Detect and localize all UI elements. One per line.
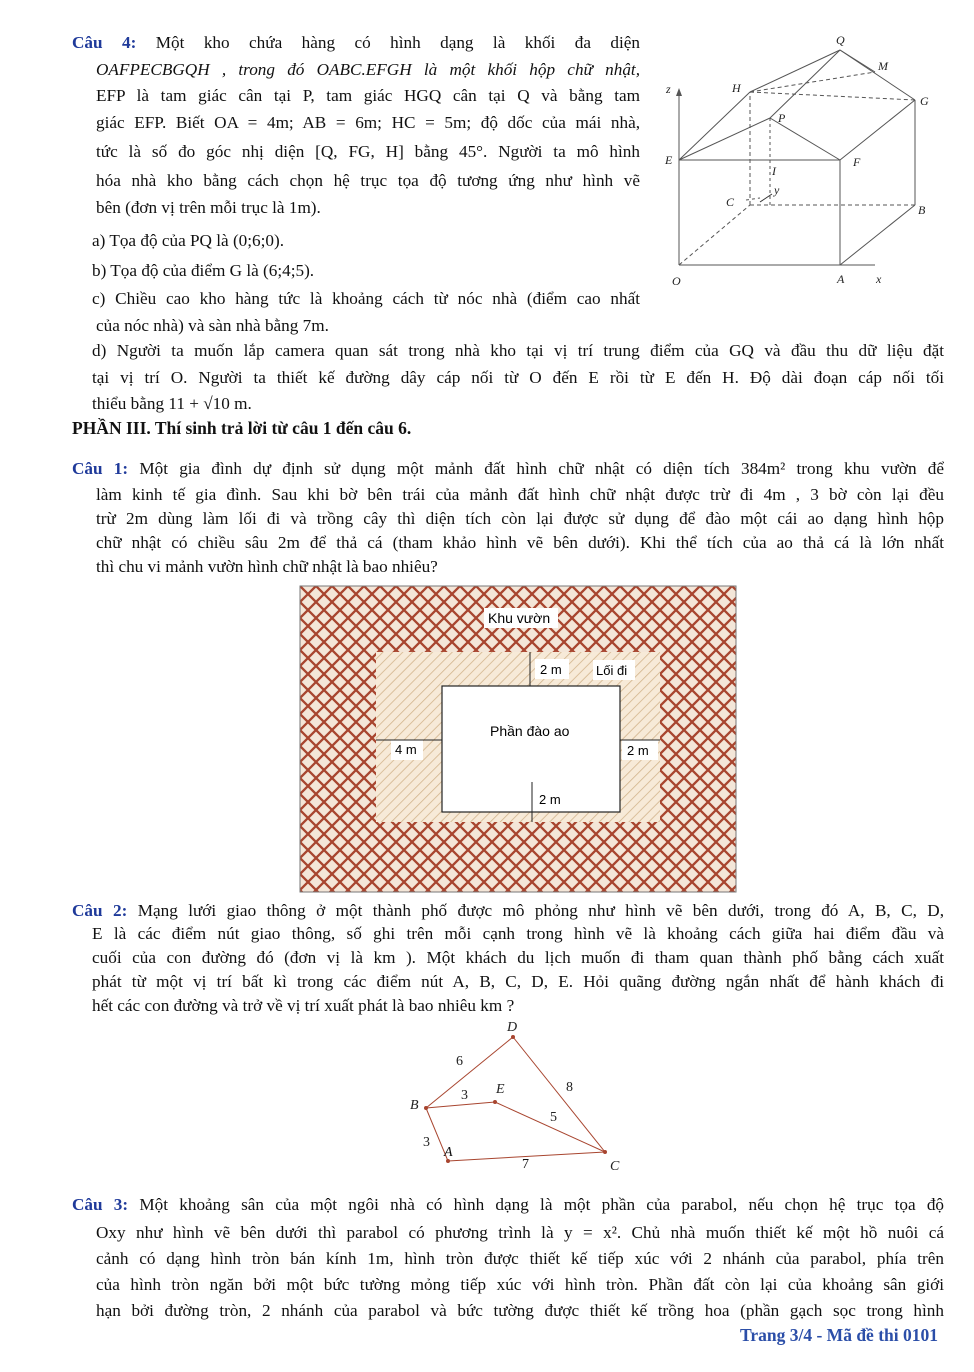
q4-option-d-2: tại vị trí O. Người ta thiết kế đường dây cáp nối từ O đến E rồi từ E đến H. Độ dài đoạn cáp nối tối — [92, 367, 944, 387]
edge-label-BA: 3 — [423, 1135, 430, 1150]
label-B: B — [918, 203, 926, 217]
label-y: y — [774, 183, 780, 197]
q2-line-2: E là các điểm nút giao thông, số ghi trên mỗi cạnh trong hình vẽ là khoảng cách giữa hai điểm đầu và — [92, 924, 944, 943]
q4-options — [92, 226, 652, 339]
q4-line-6: hóa nhà kho bằng cách chọn hệ trục tọa độ tương ứng như hình vẽ — [96, 171, 640, 190]
edge-HG — [750, 92, 915, 100]
edge-PQ — [770, 50, 840, 118]
q4-block — [72, 30, 640, 57]
label-C: C — [726, 195, 735, 209]
edge-label-AC-text: 7 — [522, 1157, 529, 1172]
q2-label: Câu 2: — [72, 901, 128, 920]
edge-D-C — [513, 1037, 605, 1152]
q1-line-4: chữ nhật có chiều sâu 2m để thả cá (tham khảo hình vẽ bên dưới). Khi thể tích của ao thả cá là lớn nhất — [96, 532, 944, 552]
label-Q: Q — [836, 33, 845, 47]
left-width-label: 4 m — [395, 742, 417, 757]
garden-label: Khu vườn — [488, 610, 551, 626]
q3-block — [72, 1192, 944, 1219]
pond-area — [442, 686, 620, 812]
part3-heading: PHẦN III. Thí sinh trả lời từ câu 1 đến câu 6. — [72, 418, 412, 438]
q4-line-2: OAFPECBGQH , trong đó OABC.EFGH là một khối hộp chữ nhật, — [96, 59, 640, 79]
q1-block — [72, 456, 944, 483]
q2-line-4: phát từ một vị trí bất kì trong các điểm nút A, B, C, D, E. Hỏi quãng đường ngắn nhất để hành khách đi — [92, 972, 944, 991]
label-G: G — [920, 94, 929, 108]
q4-option-b: b) Tọa độ của điểm G là (6;4;5). — [92, 261, 315, 280]
label-F: F — [853, 155, 861, 169]
edge-label-EC: 5 — [550, 1110, 557, 1125]
q4-option-c-2: của nóc nhà) và sàn nhà bằng 7m. — [96, 315, 329, 335]
label-P: P — [778, 111, 786, 125]
node-label-D: D — [507, 1020, 518, 1035]
node-label-E: E — [496, 1082, 505, 1097]
q1-line-5: thì chu vi mảnh vườn hình chữ nhật là bao nhiêu? — [96, 556, 438, 576]
garden-figure — [300, 586, 736, 892]
q1-line-1: Câu 1: Một gia đình dự định sử dụng một mảnh đất hình chữ nhật có diện tích 384m² trong khu vườn để — [72, 459, 944, 478]
q4-label: Câu 4: — [72, 33, 137, 52]
q2-line-5: hết các con đường và trở về vị trí xuất phát là bao nhiêu km ? — [92, 996, 515, 1015]
q3-line-4: của hình tròn ngăn bởi một bức tường mỏng tiếp xúc với hình tròn. Phần đất còn lại của khoảng sân giới — [96, 1275, 944, 1294]
edge-AB — [840, 205, 915, 265]
label-H: H — [732, 81, 741, 95]
q3-line-5: hạn bởi đường tròn, 2 nhánh của parabol và bức tường được thiết kế trồng hoa (phần gạch sọc trong hình — [96, 1301, 944, 1320]
bottom-width-label: 2 m — [539, 792, 561, 807]
q3-line-2: Oxy như hình vẽ bên dưới thì parabol có phương trình là y = x². Chủ nhà muốn thiết kế một hồ nuôi cá — [96, 1223, 944, 1242]
q1-label: Câu 1: — [72, 459, 129, 478]
q4-line-1: Câu 4: Một kho chứa hàng có hình dạng là khối đa diện — [72, 33, 640, 52]
q2-block — [72, 898, 944, 925]
pond-label: Phần đào ao — [490, 723, 570, 739]
q4-line-4: giác EFP. Biết OA = 4m; AB = 6m; HC = 5m; độ dốc của mái nhà, — [96, 112, 640, 132]
q4-option-c-1: c) Chiều cao kho hàng tức là khoảng cách từ nóc nhà (điểm cao nhất — [92, 289, 640, 308]
q2-line-1: Câu 2: Mạng lưới giao thông ở một thành phố được mô phỏng như hình vẽ bên dưới, trong đó A, B, C, D, — [72, 901, 944, 920]
node-D — [511, 1035, 515, 1039]
top-width-label: 2 m — [540, 662, 562, 677]
label-A: A — [837, 272, 845, 286]
q1-body — [96, 483, 944, 579]
q3-label: Câu 3: — [72, 1195, 129, 1214]
q4-option-d-1: d) Người ta muốn lắp camera quan sát trong nhà kho tại vị trí trung điểm của GQ và đầu thu dữ liệu đặt — [92, 341, 944, 360]
q2-line-3: cuối của con đường đó (đơn vị là km ). Một khách du lịch muốn đi tham quan thành phố bằng cách xuất — [92, 948, 944, 967]
node-C — [603, 1150, 607, 1154]
node-label-A-text: A — [444, 1145, 453, 1160]
label-M: M — [878, 59, 888, 73]
edge-HM — [750, 72, 875, 92]
q4-option-a: a) Tọa độ của PQ là (0;6;0). — [92, 231, 285, 250]
q1-line-3: trừ 2m dùng làm lối đi và trồng cây thì diện tích còn lại được sử dụng để đào một cái ao dạng hình hộp — [96, 508, 944, 528]
right-width-label: 2 m — [627, 743, 649, 758]
page-footer: Trang 3/4 - Mã đề thi 0101 — [739, 1325, 938, 1345]
path-label: Lối đi — [596, 663, 628, 678]
q4-line-5: tức là số đo góc nhị diện [Q, FG, H] bằng 45°. Người ta mô hình — [96, 142, 640, 161]
edge-label-DC: 8 — [566, 1080, 573, 1095]
label-O: O — [672, 274, 681, 288]
node-B — [424, 1106, 428, 1110]
node-label-B: B — [410, 1098, 419, 1113]
q1-line-2: làm kinh tế gia đình. Sau khi bờ bên trái của mảnh đất hình chữ nhật được trừ đi 4m , 3 bờ còn lại đều — [96, 484, 944, 504]
y-axis — [679, 205, 750, 265]
label-z: z — [666, 82, 671, 96]
q3-body — [96, 1220, 944, 1324]
node-E — [493, 1100, 497, 1104]
q4-option-d — [92, 338, 944, 418]
q2-body — [92, 922, 944, 1018]
q3-line-3: cảnh có dạng hình tròn bán kính 1m, hình tròn được thiết kế tiếp xúc với 2 nhánh của parabol, phía trên — [96, 1249, 944, 1268]
label-x: x — [876, 272, 882, 286]
edge-EP — [679, 118, 770, 160]
q3-line-1: Câu 3: Một khoảng sân của một ngôi nhà có hình dạng là một phần của parabol, nếu chọn hệ trục tọa độ — [72, 1195, 945, 1214]
edge-FG — [840, 100, 915, 160]
warehouse-figure — [660, 30, 940, 300]
edge-QM — [840, 50, 875, 72]
edge-label-BE: 3 — [461, 1088, 468, 1103]
edge-label-BD: 6 — [456, 1054, 463, 1069]
q4-option-d-3: thiểu bằng 11 + √10 m. — [92, 394, 252, 413]
network-figure — [400, 1015, 640, 1174]
label-I: I — [772, 164, 776, 178]
label-E: E — [665, 153, 673, 167]
edge-EH — [679, 92, 750, 160]
node-label-C: C — [610, 1159, 620, 1174]
edge-HQ — [750, 50, 840, 92]
q4-line-3: EFP là tam giác cân tại P, tam giác HGQ cân tại Q và bằng tam — [96, 86, 640, 105]
q4-line-7: bên (đơn vị trên mỗi trục là 1m). — [96, 197, 321, 217]
q4-intro — [96, 57, 640, 222]
edge-B-D — [426, 1037, 513, 1108]
